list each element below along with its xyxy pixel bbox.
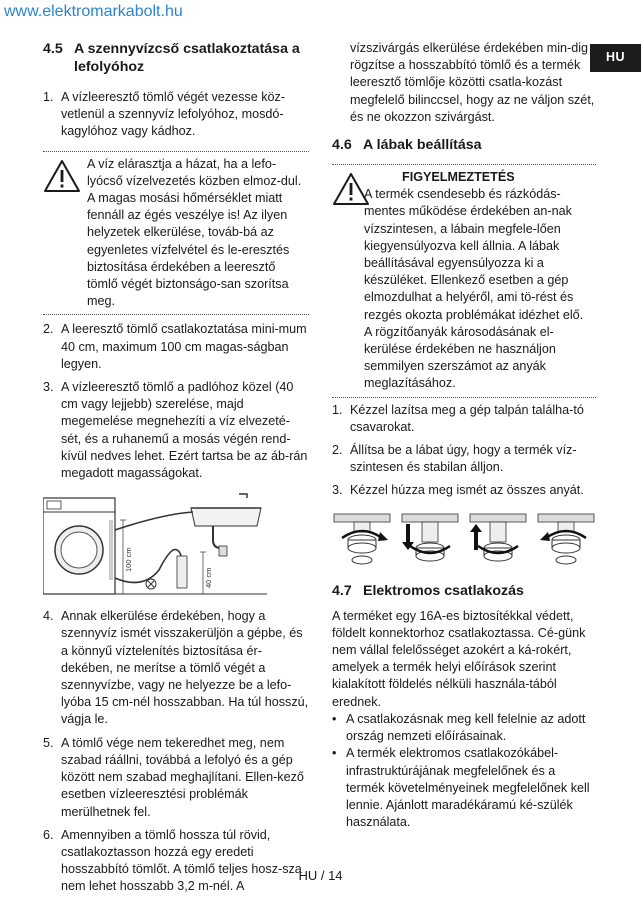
list-item: • A termék elektromos csatlakozókábel-infrastruktúrájának megfelelőnek és a termék követelményeinek megfelelőnek kell lennie. Ajánlott maradékáramú ké-szülék használata. [332, 746, 590, 830]
drain-hose-diagram [43, 490, 273, 602]
warning-text: A víz elárasztja a házat, ha a lefo-lyócső vízelvezetés közben elmoz-dul. A magas mosási hőmérséklet miatt fennáll az égés veszélye is! Az ilyen helyzetek elkerülése, továb-bá az egyenletes vízfelvétel és le-eresztés biztosítása érdekében a leeresztő tömlő végét biztonságo-san szorítsa meg. [87, 156, 302, 309]
language-tab: HU [590, 44, 641, 72]
list-item: 3. Kézzel húzza meg ismét az összes anyát. [332, 483, 584, 498]
list-item: 1. A vízleeresztő tömlő végét vezesse köz-vetlenül a szennyvíz lefolyóhoz, mosdó-kagylóhoz vagy kádhoz. [43, 90, 285, 139]
feet-adjustment-illustrations [332, 510, 596, 572]
foot-raise-illustration [468, 510, 528, 568]
section-4-5-heading [43, 40, 309, 76]
section-number: 4.5 [43, 41, 63, 57]
section-4-6-heading [332, 136, 596, 154]
list-item: 3. A vízleeresztő tömlő a padlóhoz közel (40 cm vagy lejjebb) szerelése, majd megemelése megnehezíti a víz elvezeté-sét, és a ruhanemű a mosás végén rend-kívül nedves lehet. Ezért tartsa be az áb-rán megadott magasságokat. [43, 380, 308, 481]
warning-box [43, 151, 309, 316]
warning-text: A termék csendesebb és rázkódás-mentes működése érdekében an-nak vízszintesen, a lábain megfele-lően kiegyensúlyozva kell állnia. A lábak beállításával egyensúlyozza ki a készüléket. Ellenkező esetben a gép elmozdulhat a helyéről, ami tö-rést és rezgés okozta problémákat idézhet elő. [364, 187, 584, 322]
page-footer: HU / 14 [298, 868, 343, 883]
warning-title: FIGYELMEZTETÉS [402, 170, 515, 185]
list-item: 6. Amennyiben a tömlő hossza túl rövid, csatlakoztasson hozzá egy eredeti hosszabbító tömlőt. A tömlő teljes hosz-sza nem lehet hosszabb 3,2 m-nél. A [43, 827, 302, 894]
foot-tighten-illustration [536, 510, 596, 568]
list-item: 2. A leeresztő tömlő csatlakoztatása mini-mum 40 cm, maximum 100 cm magas-ságban legyen. [43, 322, 307, 371]
section-title: A szennyvízcső csatlakoztatása a lefolyóhoz [74, 41, 300, 75]
section-title: Elektromos csatlakozás [363, 582, 524, 599]
list-item: 2. Állítsa be a lábat úgy, hogy a termék víz-szintesen és stabilan álljon. [332, 443, 577, 475]
list-item: 4. Annak elkerülése érdekében, hogy a szennyvíz ismét visszakerüljön a gépbe, és a könnyű víztelenítés biztosítása ér-dekében, ne merítse a tömlő végét a szennyvízbe, vagy ne helyezze be a lefo-lyóba 15 cm-nél hosszabban. Ha túl hosszú, vágja le. [43, 609, 309, 727]
foot-loosen-illustration [332, 510, 392, 568]
section-4-7-heading [332, 582, 596, 600]
section-number: 4.6 [332, 137, 352, 154]
section-title: A lábak beállítása [363, 137, 482, 154]
warning-text-2: A rögzítőanyák károsodásának el-kerülése érdekében ne használjon semmilyen szerszámot az anyák meglazításához. [364, 324, 556, 391]
dimension-40-label: 40 cm [204, 567, 213, 589]
continuation-text: vízszivárgás elkerülése érdekében min-dig rögzítse a hosszabbító tömlő és a termék leeresztő tömlője közötti csatla-kozást megfelelő bilinccsel, hogy az ne váljon szét, és ne okozzon szivárgást. [350, 41, 595, 124]
dimension-100-label: 100 cm [124, 547, 133, 573]
watermark-url: www.elektromarkabolt.hu [4, 3, 183, 20]
left-column [43, 40, 309, 896]
right-column [332, 40, 596, 831]
electrical-body-text: A terméket egy 16A-es biztosítékkal védett, földelt konnektorhoz csatlakoztassa. Cé-günk nem vállal felelősséget azokért a ká-rokért, amelyek a termék helyi előírások szerint kialakított földelés nélküli használa-tából erednek. [332, 608, 586, 709]
list-item: 5. A tömlő vége nem tekeredhet meg, nem szabad ráállni, továbbá a lefolyó és a gép között nem szabad meghajlítani. Ellen-kező esetben vízleeresztési problémák merülhetnek fel. [43, 735, 304, 819]
list-item: 1. Kézzel lazítsa meg a gép talpán találha-tó csavarokat. [332, 402, 584, 434]
list-item: • A csatlakozásnak meg kell felelnie az adott ország nemzeti előírásainak. [332, 711, 586, 744]
warning-box [332, 164, 596, 398]
section-number: 4.7 [332, 582, 352, 599]
warning-triangle-icon [43, 156, 87, 311]
foot-lower-illustration [400, 510, 460, 568]
